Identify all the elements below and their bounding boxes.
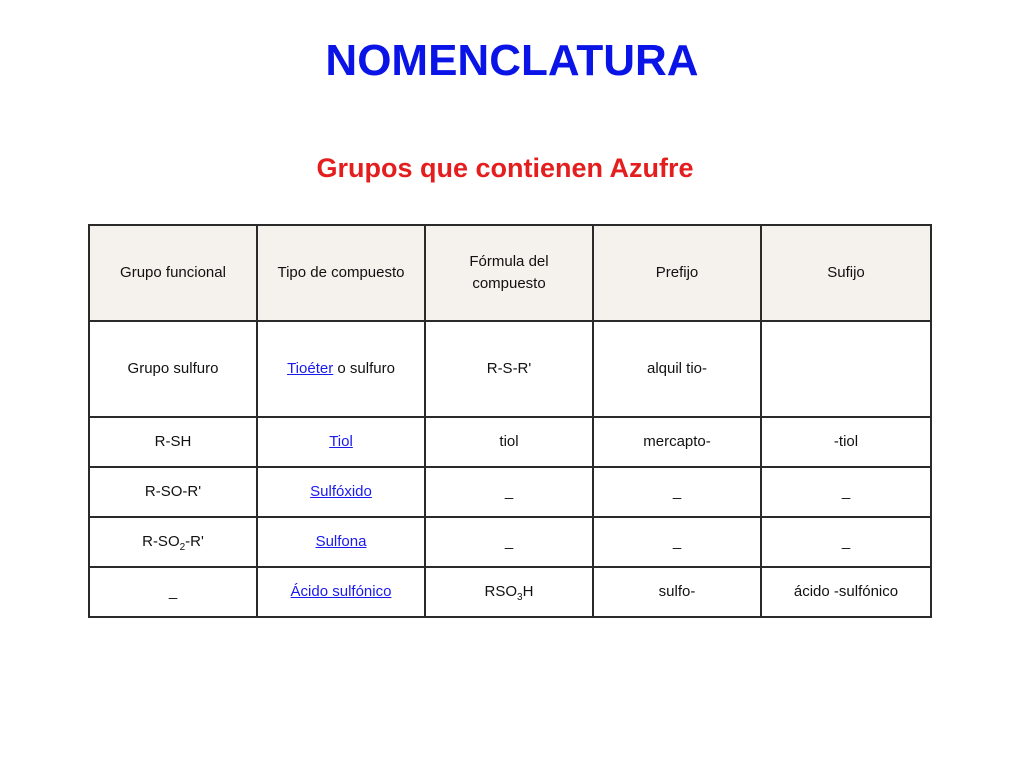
cell-tipo xyxy=(257,417,425,467)
sulfoxido-link[interactable]: Sulfóxido xyxy=(310,483,372,500)
cell-grupo: _ xyxy=(89,567,257,617)
cell-formula: tiol xyxy=(425,417,593,467)
cell-sufijo: -tiol xyxy=(761,417,931,467)
tiol-link[interactable]: Tiol xyxy=(329,433,353,450)
page-subtitle: Grupos que contienen Azufre xyxy=(316,153,694,183)
cell-formula: R-S-R' xyxy=(425,321,593,417)
header-prefijo: Prefijo xyxy=(593,225,761,321)
formula-part-b: H xyxy=(522,583,534,600)
header-formula-line1: Fórmula del xyxy=(469,253,549,270)
cell-tipo xyxy=(257,321,425,417)
cell-formula xyxy=(425,567,593,617)
table-header-row xyxy=(89,225,931,321)
table-row xyxy=(89,467,931,517)
page-title: NOMENCLATURA xyxy=(325,36,699,85)
cell-grupo: Grupo sulfuro xyxy=(89,321,257,417)
header-formula xyxy=(425,225,593,321)
cell-tipo xyxy=(257,567,425,617)
cell-grupo: R-SO-R' xyxy=(89,467,257,517)
tioeter-link[interactable]: Tioéter xyxy=(287,360,334,377)
header-grupo-funcional: Grupo funcional xyxy=(89,225,257,321)
cell-grupo: R-SH xyxy=(89,417,257,467)
cell-sufijo: ácido -sulfónico xyxy=(761,567,931,617)
cell-prefijo: mercapto- xyxy=(593,417,761,467)
cell-formula: _ xyxy=(425,467,593,517)
table-row xyxy=(89,567,931,617)
cell-formula: _ xyxy=(425,517,593,567)
cell-prefijo: _ xyxy=(593,517,761,567)
header-formula-line2: compuesto xyxy=(472,275,546,292)
cell-grupo xyxy=(89,517,257,567)
table-row xyxy=(89,517,931,567)
grupo-part-b: -R' xyxy=(185,533,204,550)
table-row xyxy=(89,321,931,417)
grupo-part-a: R-SO xyxy=(142,533,180,550)
cell-tipo-rest: o sulfuro xyxy=(333,360,395,377)
nomenclature-table xyxy=(88,224,932,618)
formula-part-a: RSO xyxy=(484,583,518,600)
grupo-subscript: 2 xyxy=(179,542,186,553)
table-row xyxy=(89,417,931,467)
acido-sulfonico-link[interactable]: Ácido sulfónico xyxy=(290,583,392,600)
sulfona-link[interactable]: Sulfona xyxy=(315,533,367,550)
cell-tipo xyxy=(257,467,425,517)
cell-prefijo: alquil tio- xyxy=(593,321,761,417)
cell-tipo xyxy=(257,517,425,567)
cell-sufijo xyxy=(761,321,931,417)
formula-subscript: 3 xyxy=(517,592,523,603)
cell-sufijo: _ xyxy=(761,517,931,567)
header-tipo-compuesto: Tipo de compuesto xyxy=(257,225,425,321)
cell-sufijo: _ xyxy=(761,467,931,517)
cell-prefijo: _ xyxy=(593,467,761,517)
header-sufijo: Sufijo xyxy=(761,225,931,321)
cell-prefijo: sulfo- xyxy=(593,567,761,617)
